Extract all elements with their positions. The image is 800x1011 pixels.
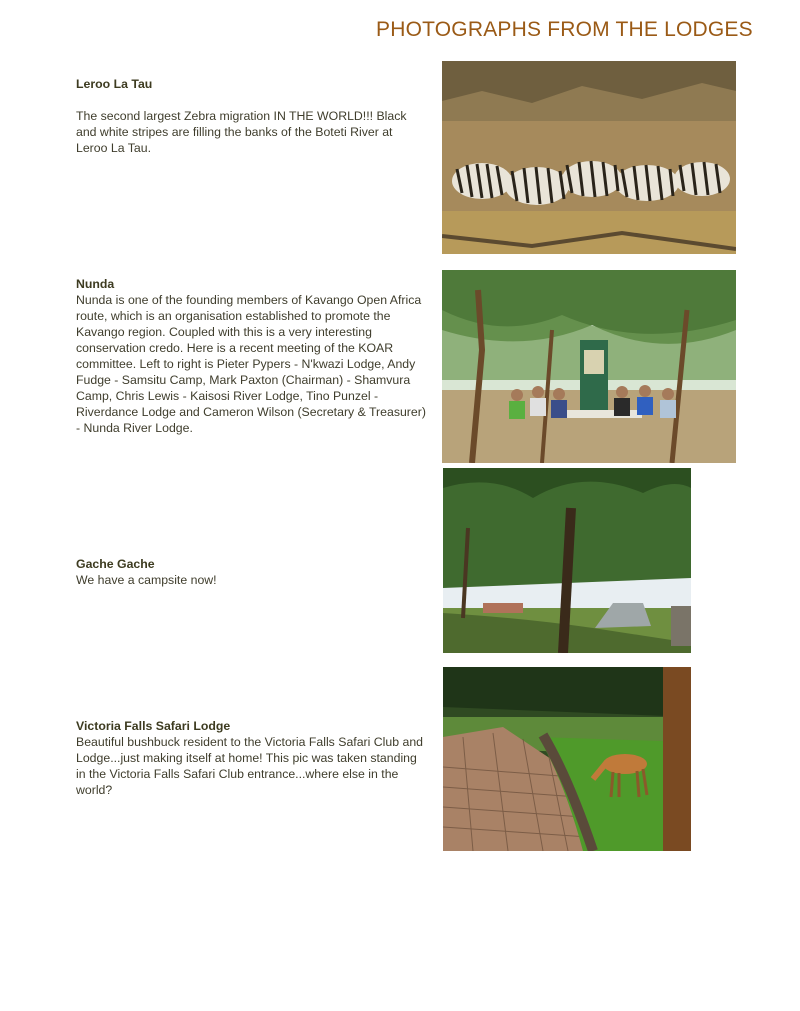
section-body: The second largest Zebra migration IN THE WORLD!!! Black and white stripes are filling the banks of the Boteti River at Leroo La Tau. (76, 109, 407, 155)
section-victoria-falls-safari-lodge (76, 718, 426, 798)
koar-committee-photo (442, 270, 736, 463)
campsite-photo (443, 468, 691, 653)
section-heading: Nunda (76, 277, 115, 291)
section-nunda (76, 276, 426, 436)
section-body: Nunda is one of the founding members of Kavango Open Africa route, which is an organisation established to promote the Kavango region. Coupled with this is a very interesting conservation credo. Here is a recent meeting of the KOAR committee. Left to right is Pieter Pypers - N'kwazi Lodge, Andy Fudge - Samsitu Camp, Mark Paxton (Chairman) - Shamvura Camp, Chris Lewis - Kaisosi River Lodge, Tino Punzel - Riverdance Lodge and Cameron Wilson (Secretary & Treasurer) - Nunda River Lodge. (76, 293, 426, 435)
section-heading: Gache Gache (76, 557, 155, 571)
section-heading: Leroo La Tau (76, 77, 153, 91)
section-body: We have a campsite now! (76, 573, 217, 587)
zebra-migration-photo (442, 61, 736, 254)
page-title: PHOTOGRAPHS FROM THE LODGES (376, 18, 753, 41)
section-body: Beautiful bushbuck resident to the Victoria Falls Safari Club and Lodge...just making itself at home! This pic was taken standing in the Victoria Falls Safari Club entrance...where else in the world? (76, 735, 424, 797)
section-gache-gache (76, 556, 426, 588)
section-leroo-la-tau (76, 76, 426, 156)
bushbuck-photo (443, 667, 691, 851)
section-heading: Victoria Falls Safari Lodge (76, 719, 231, 733)
